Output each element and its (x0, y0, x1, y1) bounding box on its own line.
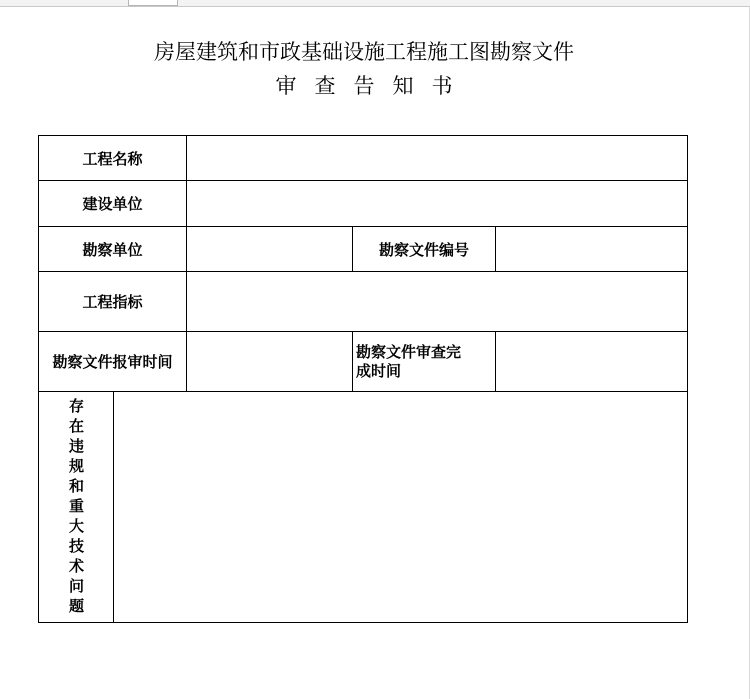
submit-time-label: 勘察文件报审时间 (52, 353, 173, 371)
project-name-label: 工程名称 (82, 149, 143, 168)
project-name-field[interactable] (187, 136, 687, 180)
review-done-label-line2: 成时间 (356, 361, 402, 380)
issues-label-char: 大 (68, 517, 84, 535)
builder-label: 建设单位 (82, 195, 143, 213)
issues-label (39, 392, 114, 616)
issues-label-char: 技 (68, 537, 84, 555)
project-index-field[interactable] (187, 272, 687, 331)
issues-label-char: 规 (68, 457, 84, 475)
review-done-label-line1: 勘察文件审查完 (356, 342, 462, 361)
issues-label-char: 问 (68, 577, 84, 595)
survey-unit-field[interactable] (187, 227, 352, 271)
issues-label-char: 和 (68, 477, 84, 495)
submit-time-field[interactable] (187, 332, 352, 391)
issues-label-char: 术 (68, 557, 84, 575)
review-done-time-field[interactable] (496, 332, 687, 391)
issues-label-char: 重 (68, 497, 84, 515)
issues-label-char: 存 (68, 397, 84, 415)
issues-label-char: 违 (68, 437, 84, 455)
document-title: 房屋建筑和市政基础设施工程施工图勘察文件 (154, 40, 574, 64)
project-index-label: 工程指标 (82, 293, 143, 311)
document-subtitle: 审查告知书 (275, 74, 471, 98)
review-notice-form (38, 135, 688, 623)
window-top-strip (0, 0, 750, 7)
issues-field[interactable] (114, 392, 687, 622)
issues-label-char: 题 (68, 597, 84, 615)
document-tab[interactable] (128, 0, 178, 6)
review-done-time-label (353, 332, 495, 391)
builder-field[interactable] (187, 181, 687, 226)
survey-unit-label: 勘察单位 (82, 240, 143, 259)
survey-doc-number-field[interactable] (496, 227, 687, 271)
issues-label-char: 在 (68, 417, 84, 435)
survey-doc-number-label: 勘察文件编号 (378, 240, 469, 259)
